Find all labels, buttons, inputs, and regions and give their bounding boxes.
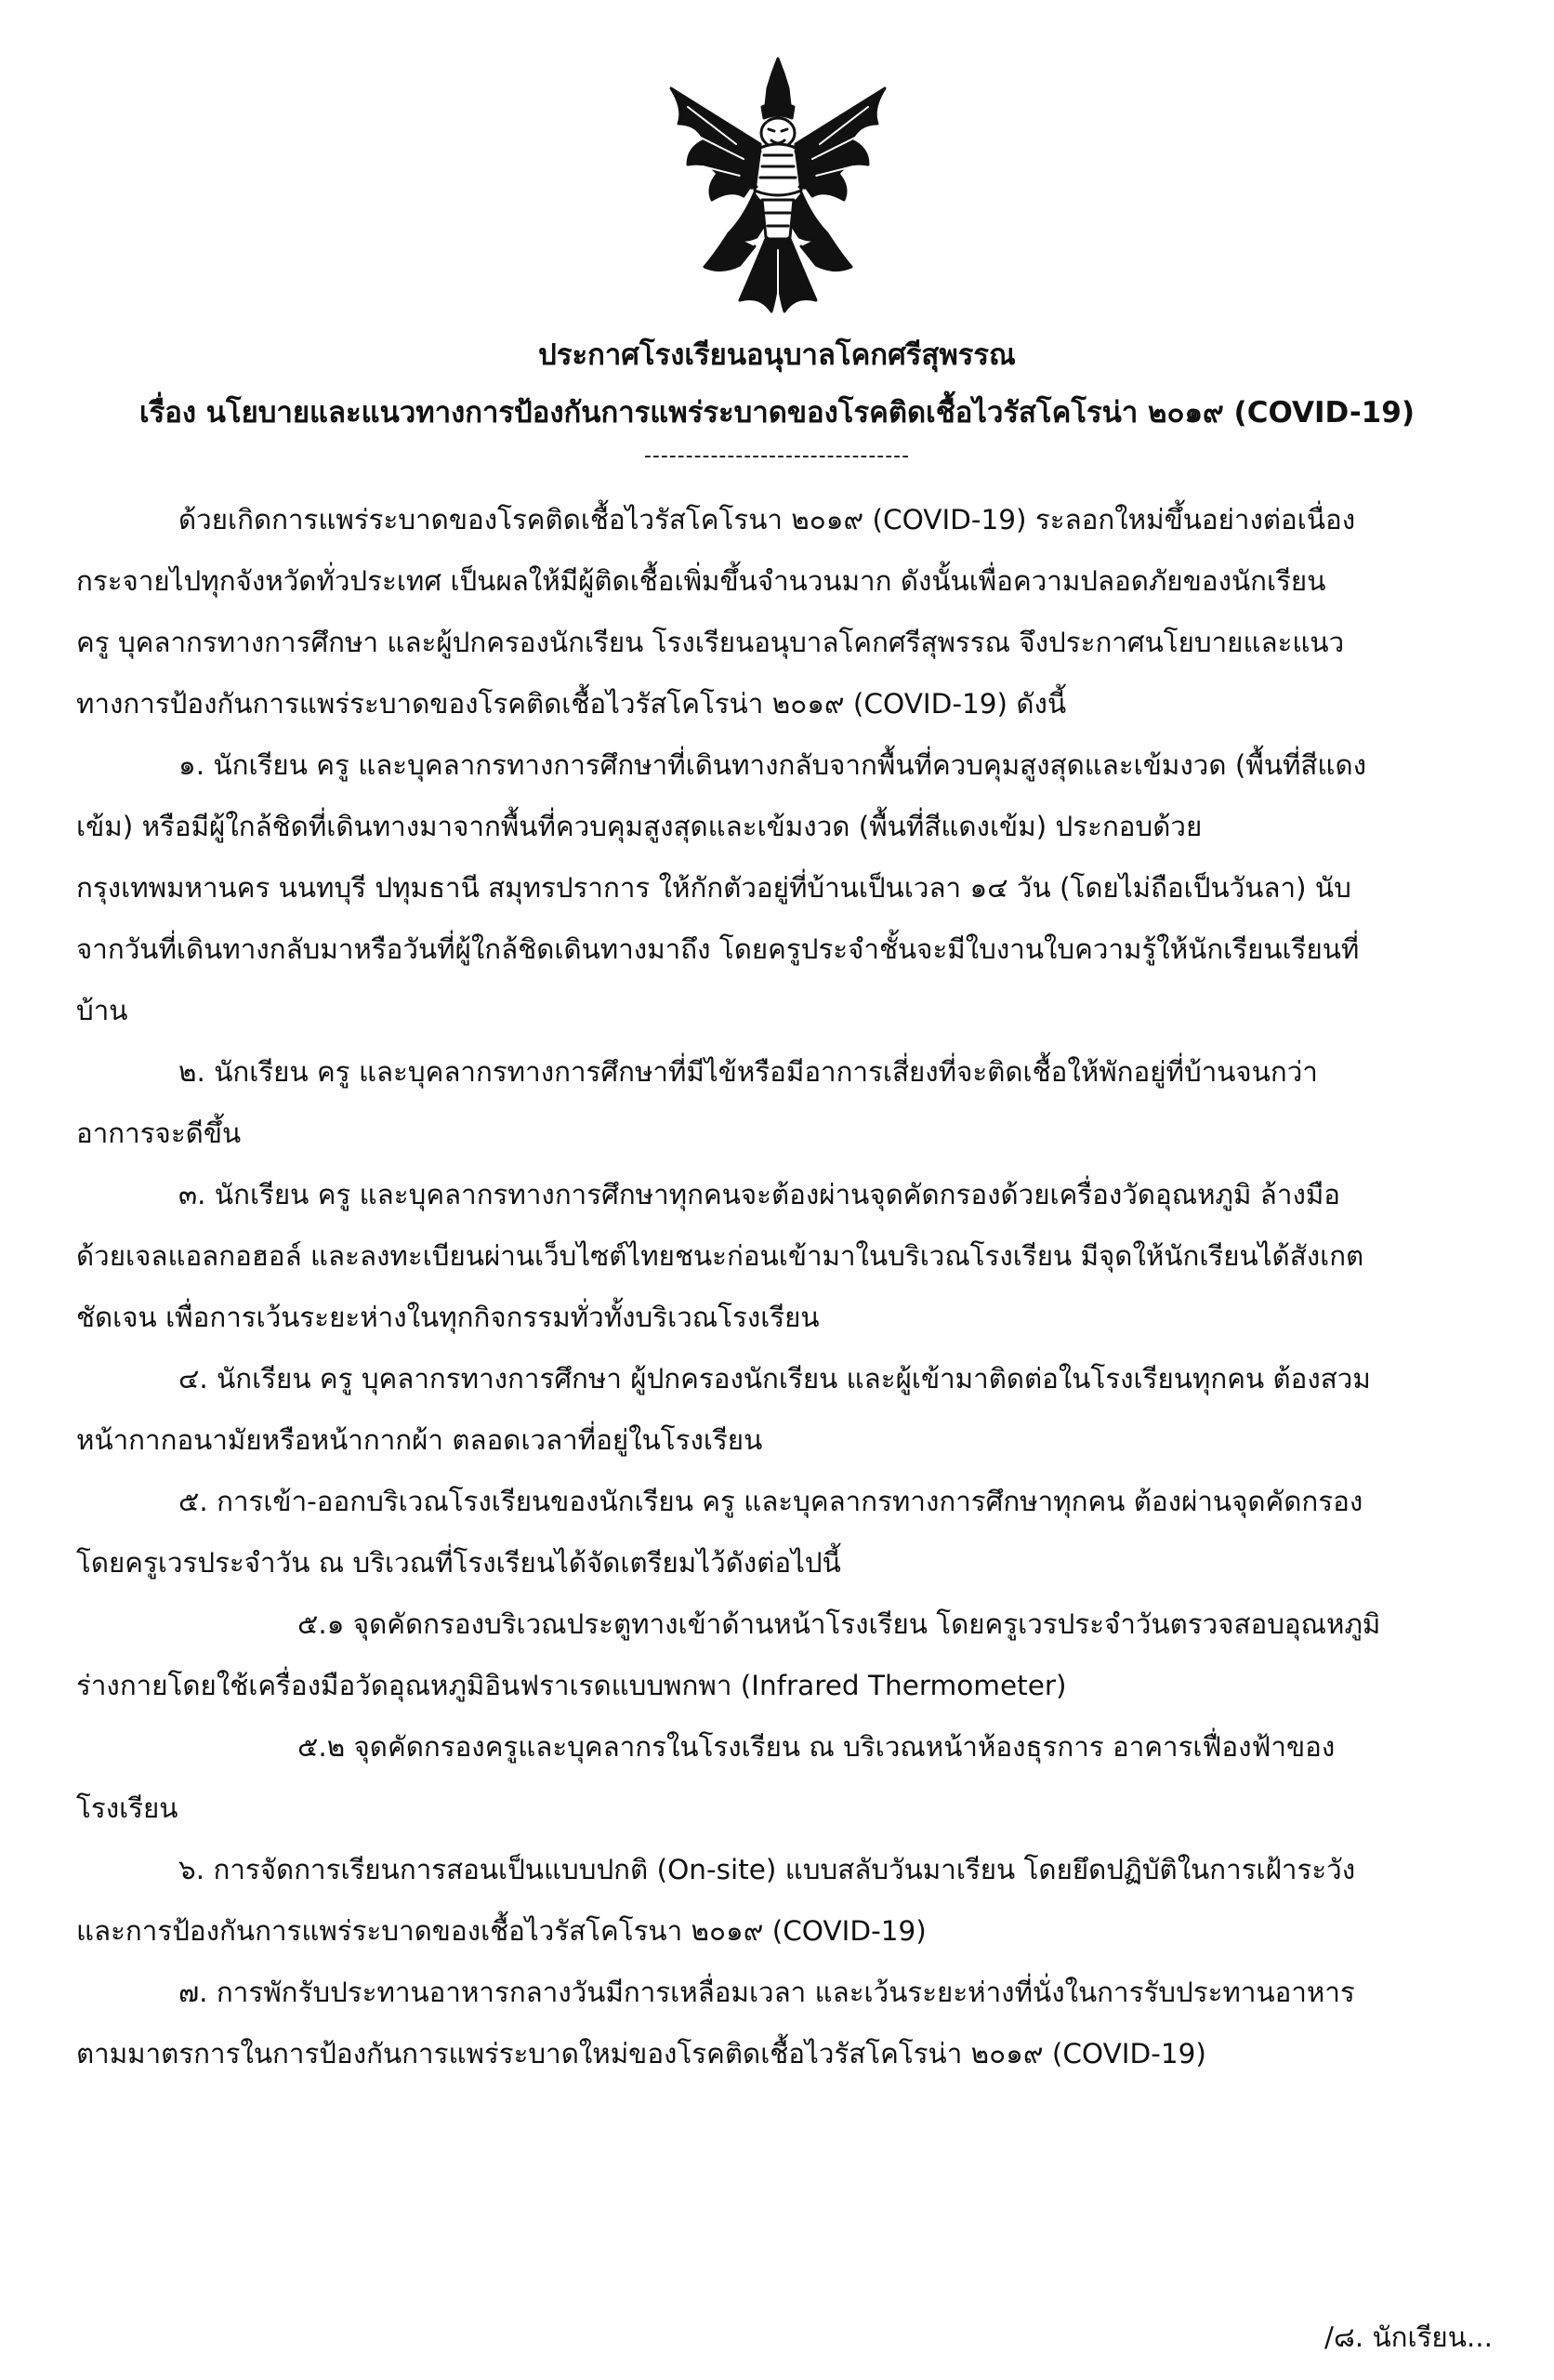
text-line: อาการจะดีขึ้น — [76, 1117, 242, 1149]
text-line: ตามมาตรการในการป้องกันการแพร่ระบาดใหม่ของโรคติดเชื้อไวรัสโคโรน่า ๒๐๑๙ (COVID-19) — [76, 2038, 1206, 2069]
text-line: ด้วยเจลแอลกอฮอล์ และลงทะเบียนผ่านเว็บไซต์ไทยชนะก่อนเข้ามาในบริเวณโรงเรียน มีจุดให้นักเรียนได้สังเกต — [76, 1240, 1364, 1272]
text-line: หน้ากากอนามัยหรือหน้ากากผ้า ตลอดเวลาที่อยู่ในโรงเรียน — [76, 1424, 763, 1456]
text-line: จากวันที่เดินทางกลับมาหรือวันที่ผู้ใกล้ชิดเดินทางมาถึง โดยครูประจำชั้นจะมีใบงานใบความรู้ให้นักเรียนเรียนที่ — [76, 933, 1360, 965]
text-line: กรุงเทพมหานคร นนทบุรี ปทุมธานี สมุทรปราการ ให้กักตัวอยู่ที่บ้านเป็นเวลา ๑๔ วัน (โดยไม่ถือเป็นวันลา) นับ — [76, 872, 1351, 904]
policy-item-4 — [76, 1348, 1487, 1471]
text-line: โรงเรียน — [76, 1792, 178, 1824]
text-line: ร่างกายโดยใช้เครื่องมือวัดอุณหภูมิอินฟราเรดแบบพกพา (Infrared Thermometer) — [76, 1670, 1067, 1701]
text-line: ด้วยเกิดการแพร่ระบาดของโรคติดเชื้อไวรัสโคโรนา ๒๐๑๙ (COVID-19) ระลอกใหม่ขึ้นอย่างต่อเนื่อง — [178, 504, 1356, 536]
policy-item-7 — [76, 1962, 1487, 2084]
policy-item-6 — [76, 1839, 1487, 1962]
text-line: กระจายไปทุกจังหวัดทั่วประเทศ เป็นผลให้มีผู้ติดเชื้อเพิ่มขึ้นจำนวนมาก ดังนั้นเพื่อความปลอดภัยของนักเรียน — [76, 565, 1326, 597]
text-line: ๕.๑ จุดคัดกรองบริเวณประตูทางเข้าด้านหน้าโรงเรียน โดยครูเวรประจำวันตรวจสอบอุณหภูมิ — [297, 1608, 1381, 1640]
policy-item-5-1 — [76, 1593, 1487, 1716]
text-line: บ้าน — [76, 995, 128, 1026]
text-line: โดยครูเวรประจำวัน ณ บริเวณที่โรงเรียนได้จัดเตรียมไว้ดังต่อไปนี้ — [76, 1547, 841, 1579]
garuda-emblem-icon — [651, 51, 906, 325]
policy-item-5 — [76, 1471, 1487, 1593]
policy-item-1 — [76, 734, 1487, 1041]
text-line: ครู บุคลากรทางการศึกษา และผู้ปกครองนักเรียน โรงเรียนอนุบาลโคกศรีสุพรรณ จึงประกาศนโยบายและแนว — [76, 627, 1345, 658]
text-line: ๖. การจัดการเรียนการสอนเป็นแบบปกติ (On-site) แบบสลับวันมาเรียน โดยยึดปฏิบัติในการเฝ้าระวัง — [178, 1854, 1356, 1885]
text-line: ๑. นักเรียน ครู และบุคลากรทางการศึกษาที่เดินทางกลับจากพื้นที่ควบคุมสูงสุดและเข้มงวด (พื้นที่สีแดง — [178, 749, 1367, 781]
intro-paragraph — [76, 489, 1487, 734]
text-line: ๕.๒ จุดคัดกรองครูและบุคลากรในโรงเรียน ณ บริเวณหน้าห้องธุรการ อาคารเฟื่องฟ้าของ — [297, 1731, 1336, 1763]
text-line: ๔. นักเรียน ครู บุคลากรทางการศึกษา ผู้ปกครองนักเรียน และผู้เข้ามาติดต่อในโรงเรียนทุกคน ต้องสวม — [178, 1363, 1371, 1395]
policy-item-3 — [76, 1164, 1487, 1348]
text-line: ๓. นักเรียน ครู และบุคลากรทางการศึกษาทุกคนจะต้องผ่านจุดคัดกรองด้วยเครื่องวัดอุณหภูมิ ล้างมือ — [178, 1179, 1341, 1210]
text-line: ๒. นักเรียน ครู และบุคลากรทางการศึกษาที่มีไข้หรือมีอาการเสี่ยงที่จะติดเชื้อให้พักอยู่ที่บ้านจนกว่า — [178, 1056, 1318, 1088]
text-line: ๕. การเข้า-ออกบริเวณโรงเรียนของนักเรียน ครู และบุคลากรทางการศึกษาทุกคน ต้องผ่านจุดคัดกรอง — [178, 1486, 1363, 1517]
page-continuation: /๘. นักเรียน... — [1324, 2321, 1493, 2353]
announcement-subject: เรื่อง นโยบายและแนวทางการป้องกันการแพร่ระบาดของโรคติดเชื้อไวรัสโคโรน่า ๒๐๑๙ (COVID-19) — [139, 396, 1415, 430]
text-line: ๗. การพักรับประทานอาหารกลางวันมีการเหลื่อมเวลา และเว้นระยะห่างที่นั่งในการรับประทานอาหาร — [178, 1977, 1355, 2008]
text-line: ชัดเจน เพื่อการเว้นระยะห่างในทุกกิจกรรมทั่วทั้งบริเวณโรงเรียน — [76, 1302, 820, 1333]
title-separator: -------------------------------- — [643, 444, 911, 468]
announcement-title: ประกาศโรงเรียนอนุบาลโคกศรีสุพรรณ — [538, 338, 1016, 372]
text-line: และการป้องกันการแพร่ระบาดของเชื้อไวรัสโคโรนา ๒๐๑๙ (COVID-19) — [76, 1915, 927, 1947]
policy-item-5-2 — [76, 1716, 1487, 1839]
text-line: เข้ม) หรือมีผู้ใกล้ชิดที่เดินทางมาจากพื้นที่ควบคุมสูงสุดและเข้มงวด (พื้นที่สีแดงเข้ม) ประกอบด้วย — [76, 811, 1203, 842]
policy-item-2 — [76, 1041, 1487, 1164]
text-line: ทางการป้องกันการแพร่ระบาดของโรคติดเชื้อไวรัสโคโรน่า ๒๐๑๙ (COVID-19) ดังนี้ — [76, 688, 1067, 720]
